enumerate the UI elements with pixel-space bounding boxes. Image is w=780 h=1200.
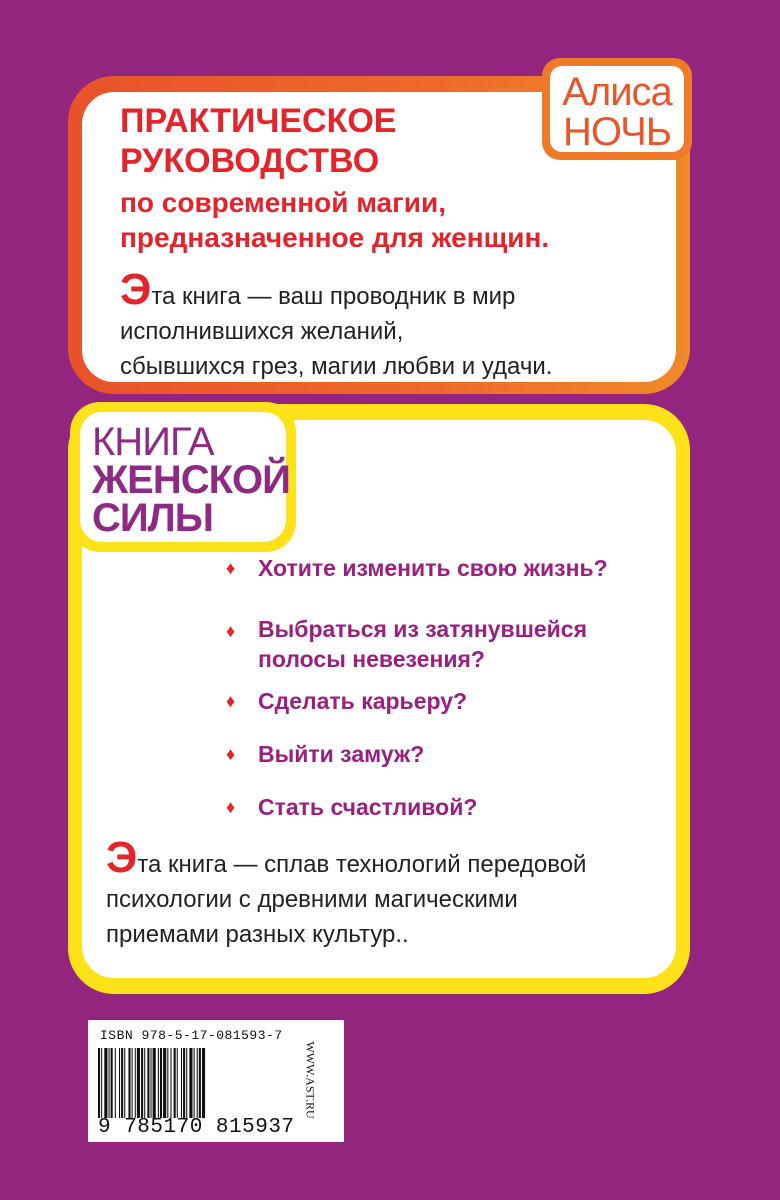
barcode-bar (132, 1048, 133, 1118)
intro-line-1-text: та книга — ваш проводник в мир (151, 283, 516, 310)
barcode-bar (163, 1048, 166, 1118)
question-item: Сделать карьеру? (258, 688, 468, 714)
barcode-bar (98, 1048, 100, 1118)
barcode-bar (170, 1048, 171, 1118)
barcode-bar (202, 1048, 205, 1118)
question-item: Стать счастливой? (258, 794, 478, 820)
intro-initial: Э (120, 265, 152, 314)
badge-line-3: СИЛЫ (92, 496, 213, 540)
bullet-diamond-icon: ♦ (226, 558, 236, 578)
barcode-bar (109, 1048, 110, 1118)
bullet-diamond-icon: ♦ (226, 744, 236, 764)
headline-line-4: предназначенное для женщин. (120, 222, 550, 253)
barcode-icon (98, 1048, 304, 1118)
question-item: Выйти замуж? (258, 741, 425, 767)
barcode-bar (199, 1048, 201, 1118)
badge-line-2: ЖЕНСКОЙ (92, 458, 290, 502)
author-last-name: НОЧЬ (562, 110, 672, 154)
barcode-bar (181, 1048, 182, 1118)
barcode-bar (135, 1048, 136, 1118)
barcode-bar (101, 1048, 102, 1118)
website-label: WWW.AST.RU (303, 1041, 318, 1119)
bullet-diamond-icon: ♦ (226, 621, 236, 641)
barcode-bar (124, 1048, 125, 1118)
badge-line-1: КНИГА (92, 420, 214, 464)
barcode-bar (111, 1048, 113, 1118)
outro-line-3: приемами разных культур.. (106, 921, 409, 948)
barcode-bar (144, 1048, 145, 1118)
outro-paragraph (106, 833, 587, 952)
outro-line-2: психологии с древними магическими (106, 886, 518, 913)
barcode-bar (104, 1048, 107, 1118)
barcode-bar (177, 1048, 178, 1118)
barcode-bar (121, 1048, 123, 1118)
headline-line-1: ПРАКТИЧЕСКОЕ (120, 102, 397, 140)
barcode-bar (151, 1048, 152, 1118)
barcode-bar (141, 1048, 143, 1118)
barcode-bar (128, 1048, 130, 1118)
intro-paragraph (120, 265, 553, 384)
barcode-bar (174, 1048, 176, 1118)
barcode-bar (147, 1048, 149, 1118)
outro-initial: Э (106, 833, 138, 882)
question-item: полосы невезения? (258, 646, 485, 672)
intro-line-1 (120, 265, 552, 314)
intro-line-3: сбывшихся грез, магии любви и удачи. (120, 353, 553, 380)
bullet-diamond-icon: ♦ (226, 797, 236, 817)
bullet-diamond-icon: ♦ (226, 691, 236, 711)
barcode-bar (189, 1048, 192, 1118)
outro-line-1 (106, 833, 587, 882)
barcode-bar (186, 1048, 187, 1118)
intro-line-2: исполнившихся желаний, (120, 318, 404, 345)
barcode-bar (153, 1048, 156, 1118)
author-first-name: Алиса (562, 70, 672, 114)
outro-line-1-text: та книга — сплав технологий передовой (137, 851, 587, 878)
barcode-bar (119, 1048, 120, 1118)
barcode-bar (160, 1048, 162, 1118)
barcode-bar (194, 1048, 195, 1118)
headline-line-2: РУКОВОДСТВО (120, 142, 380, 180)
barcode-bar (115, 1048, 116, 1118)
barcode-bar (137, 1048, 140, 1118)
headline-line-3: по современной магии, (120, 187, 446, 218)
barcode-bar (197, 1048, 198, 1118)
question-item: Хотите изменить свою жизнь? (258, 555, 608, 581)
barcode-bar (158, 1048, 159, 1118)
barcode-bar (167, 1048, 168, 1118)
barcode-bar (183, 1048, 185, 1118)
question-item: Выбраться из затянувшейся (258, 616, 588, 642)
barcode-digits: 9 785170 815937 (98, 1116, 295, 1139)
isbn-label: ISBN 978-5-17-081593-7 (100, 1028, 283, 1043)
